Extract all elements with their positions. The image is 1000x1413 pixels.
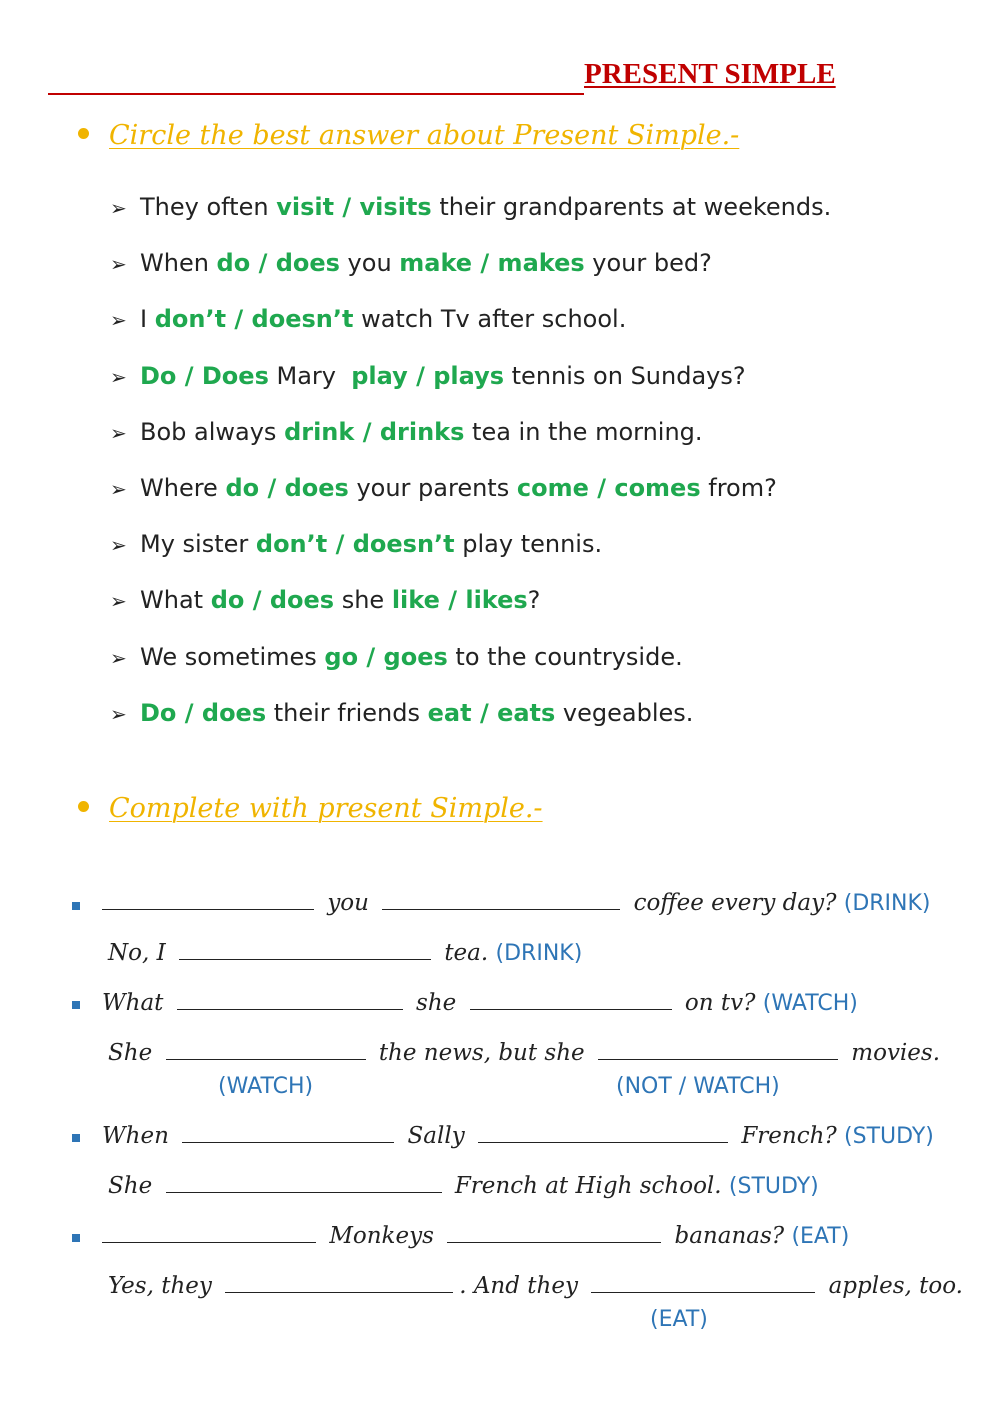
sentence-text: Where bbox=[140, 474, 226, 502]
sentence-text: coffee every day? bbox=[633, 890, 837, 916]
verb-hint: (NOT / WATCH) bbox=[616, 1074, 780, 1099]
verb-hint: (EAT) bbox=[791, 1224, 850, 1249]
answer-choice[interactable]: drink / drinks bbox=[284, 418, 465, 446]
sentence-text: My sister bbox=[140, 530, 256, 558]
answer-choice[interactable]: don’t / doesn’t bbox=[255, 530, 455, 558]
sentence-text: I bbox=[140, 305, 155, 333]
section2-heading bbox=[78, 793, 543, 824]
exercise-line-3a bbox=[102, 1123, 934, 1149]
section2-heading-text: Complete with present Simple.- bbox=[109, 793, 543, 824]
arrow-bullet-icon: ➢ bbox=[110, 365, 127, 389]
bullet-dot-icon bbox=[78, 801, 89, 812]
sentence-text: French? bbox=[741, 1123, 837, 1149]
verb-hint: (STUDY) bbox=[844, 1124, 934, 1149]
sentence-text: on tv? bbox=[684, 990, 756, 1016]
sentence-text: apples, too. bbox=[828, 1273, 963, 1299]
answer-choice[interactable]: like / likes bbox=[391, 586, 528, 614]
mc-item bbox=[110, 474, 777, 502]
answer-choice[interactable]: come / comes bbox=[516, 474, 701, 502]
answer-blank[interactable] bbox=[102, 891, 314, 910]
answer-blank[interactable] bbox=[177, 991, 403, 1010]
square-bullet-icon bbox=[72, 1134, 80, 1142]
sentence-text: tea in the morning. bbox=[464, 418, 703, 446]
sentence-text: watch Tv after school. bbox=[353, 305, 627, 333]
mc-item bbox=[110, 418, 703, 446]
sentence-text: the news, but she bbox=[378, 1040, 585, 1066]
answer-blank[interactable] bbox=[447, 1224, 661, 1243]
exercise-line-4b bbox=[108, 1273, 963, 1299]
sentence-text: tea. bbox=[444, 940, 489, 966]
sentence-text: When bbox=[102, 1123, 169, 1149]
sentence-text: she bbox=[334, 586, 392, 614]
sentence-text: ? bbox=[527, 586, 541, 614]
mc-item bbox=[110, 643, 683, 671]
answer-choice[interactable]: do / does bbox=[210, 586, 335, 614]
sentence-text: you bbox=[339, 249, 400, 277]
mc-item bbox=[110, 193, 831, 221]
page-title: PRESENT SIMPLE bbox=[584, 58, 836, 90]
sentence-text: We sometimes bbox=[140, 643, 325, 671]
exercise-line-2b bbox=[108, 1040, 940, 1066]
exercise-line-1a bbox=[102, 890, 931, 916]
mc-item bbox=[110, 699, 693, 727]
answer-choice[interactable]: make / makes bbox=[399, 249, 585, 277]
bullet-dot-icon bbox=[78, 128, 89, 139]
sentence-text: to the countryside. bbox=[447, 643, 683, 671]
sentence-text: She bbox=[108, 1173, 153, 1199]
sentence-text: . And they bbox=[459, 1273, 578, 1299]
answer-blank[interactable] bbox=[179, 941, 431, 960]
sentence-text: French at High school. bbox=[454, 1173, 722, 1199]
verb-hint: (DRINK) bbox=[843, 891, 931, 916]
title-underline bbox=[48, 93, 584, 95]
arrow-bullet-icon: ➢ bbox=[110, 308, 127, 332]
sentence-text: No, I bbox=[108, 940, 166, 966]
arrow-bullet-icon: ➢ bbox=[110, 589, 127, 613]
arrow-bullet-icon: ➢ bbox=[110, 477, 127, 501]
sentence-text: your bed? bbox=[584, 249, 712, 277]
verb-hint: (WATCH) bbox=[762, 991, 858, 1016]
square-bullet-icon bbox=[72, 902, 80, 910]
exercise-line-3b bbox=[108, 1173, 819, 1199]
sentence-text: bananas? bbox=[674, 1223, 785, 1249]
mc-item bbox=[110, 586, 540, 614]
square-bullet-icon bbox=[72, 1234, 80, 1242]
sentence-text: their grandparents at weekends. bbox=[431, 193, 832, 221]
section1-heading bbox=[78, 120, 739, 151]
sentence-text: you bbox=[327, 890, 369, 916]
answer-choice[interactable]: eat / eats bbox=[427, 699, 556, 727]
arrow-bullet-icon: ➢ bbox=[110, 421, 127, 445]
answer-blank[interactable] bbox=[166, 1041, 366, 1060]
mc-item bbox=[110, 362, 746, 390]
arrow-bullet-icon: ➢ bbox=[110, 252, 127, 276]
sentence-text: Yes, they bbox=[108, 1273, 212, 1299]
answer-blank[interactable] bbox=[591, 1274, 815, 1293]
answer-choice[interactable]: Do / Does bbox=[140, 362, 269, 390]
sentence-text: vegeables. bbox=[555, 699, 694, 727]
sentence-text: tennis on Sundays? bbox=[504, 362, 746, 390]
sentence-text: their friends bbox=[266, 699, 428, 727]
sentence-text: Monkeys bbox=[329, 1223, 434, 1249]
sentence-text: play tennis. bbox=[454, 530, 603, 558]
answer-blank[interactable] bbox=[166, 1174, 442, 1193]
arrow-bullet-icon: ➢ bbox=[110, 702, 127, 726]
verb-hint: (WATCH) bbox=[218, 1074, 314, 1099]
answer-choice[interactable]: play / plays bbox=[351, 362, 505, 390]
sentence-text: When bbox=[140, 249, 217, 277]
section1-heading-text: Circle the best answer about Present Simple.- bbox=[109, 120, 740, 151]
sentence-text: your parents bbox=[348, 474, 517, 502]
answer-blank[interactable] bbox=[382, 891, 620, 910]
arrow-bullet-icon: ➢ bbox=[110, 196, 127, 220]
answer-blank[interactable] bbox=[102, 1224, 316, 1243]
sentence-text: she bbox=[416, 990, 457, 1016]
verb-hint: (EAT) bbox=[650, 1307, 708, 1332]
mc-item bbox=[110, 530, 602, 558]
mc-item bbox=[110, 305, 626, 333]
answer-choice[interactable]: don’t / doesn’t bbox=[154, 305, 354, 333]
sentence-text: What bbox=[102, 990, 164, 1016]
sentence-text: Bob always bbox=[140, 418, 285, 446]
sentence-text: Sally bbox=[407, 1123, 465, 1149]
verb-hint: (DRINK) bbox=[495, 941, 583, 966]
answer-choice[interactable]: do / does bbox=[225, 474, 349, 502]
sentence-text: movies. bbox=[851, 1040, 941, 1066]
exercise-line-1b bbox=[108, 940, 582, 966]
mc-item bbox=[110, 249, 712, 277]
sentence-text: from? bbox=[700, 474, 777, 502]
answer-blank[interactable] bbox=[470, 991, 672, 1010]
answer-choice[interactable]: Do / does bbox=[140, 699, 267, 727]
arrow-bullet-icon: ➢ bbox=[110, 646, 127, 670]
answer-choice[interactable]: visit / visits bbox=[276, 193, 432, 221]
sentence-text: Mary bbox=[268, 362, 352, 390]
answer-blank[interactable] bbox=[182, 1124, 394, 1143]
square-bullet-icon bbox=[72, 1001, 80, 1009]
exercise-line-2a bbox=[102, 990, 858, 1016]
sentence-text: She bbox=[108, 1040, 153, 1066]
sentence-text: They often bbox=[140, 193, 277, 221]
answer-blank[interactable] bbox=[598, 1041, 838, 1060]
answer-choice[interactable]: go / goes bbox=[324, 643, 448, 671]
exercise-line-4a bbox=[102, 1223, 849, 1249]
arrow-bullet-icon: ➢ bbox=[110, 533, 127, 557]
answer-blank[interactable] bbox=[478, 1124, 728, 1143]
sentence-text: What bbox=[140, 586, 211, 614]
answer-blank[interactable] bbox=[225, 1274, 453, 1293]
verb-hint: (STUDY) bbox=[728, 1174, 819, 1199]
answer-choice[interactable]: do / does bbox=[216, 249, 340, 277]
